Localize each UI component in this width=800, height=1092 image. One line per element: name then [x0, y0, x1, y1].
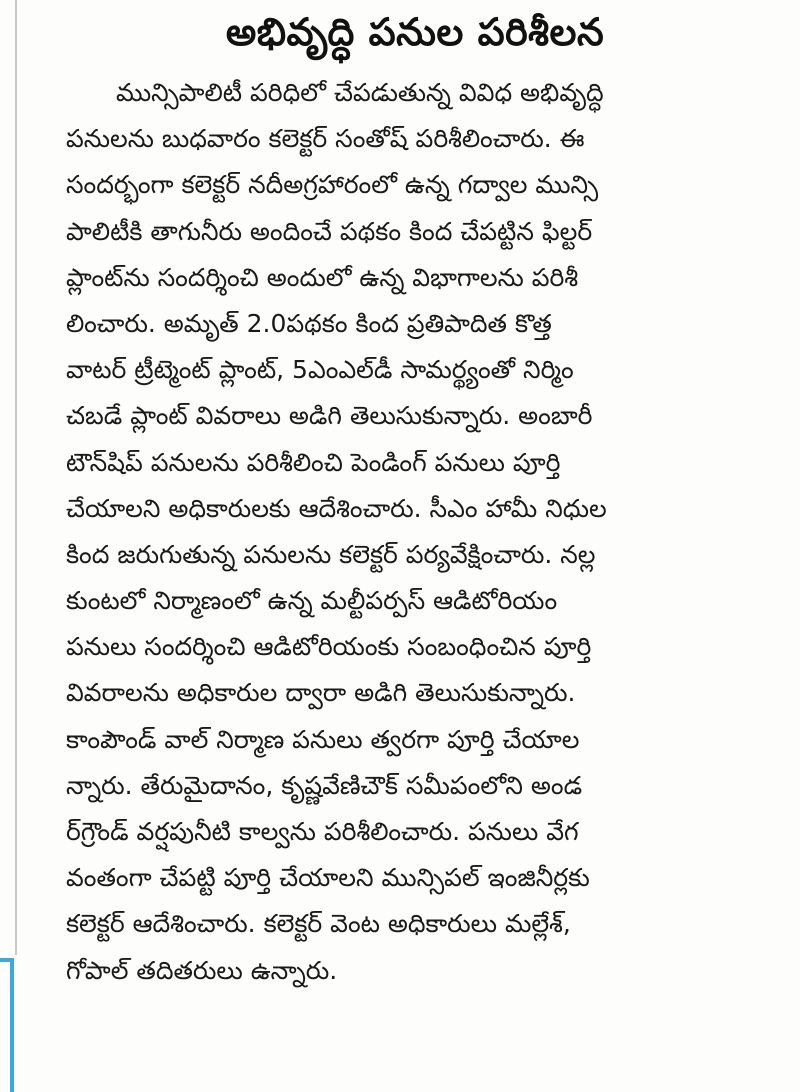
article-line: గోపాల్ తదితరులు ఉన్నారు. — [66, 955, 338, 985]
article-line: పాలిటీకి తాగునీరు అందించే పథకం కింద చేపట్టిన ఫిల్టర్ — [66, 216, 593, 246]
article-line: చేయాలని అధికారులకు ఆదేశించారు. సీఎం హామీ నిధుల — [66, 493, 607, 523]
article-line: వంతంగా చేపట్టి పూర్తి చేయాలని మున్సిపల్ ఇంజినీర్లకు — [66, 863, 590, 893]
article-line: కుంటలో నిర్మాణంలో ఉన్న మల్టీపర్పస్ ఆడిటోరియం — [66, 586, 558, 616]
adjacent-box-border — [0, 958, 14, 1092]
article-line: కాంపౌండ్ వాల్ నిర్మాణ పనులు త్వరగా పూర్తి చేయాల — [66, 724, 580, 754]
article-line: కలెక్టర్ ఆదేశించారు. కలెక్టర్ వెంట అధికారులు మల్లేశ్, — [66, 909, 571, 939]
article-line: ప్లాంట్‌ను సందర్శించి అందులో ఉన్న విభాగాలను పరిశీ — [66, 262, 579, 292]
article-line: ర్‌గ్రౌండ్ వర్షపునీటి కాల్వను పరిశీలించారు. పనులు వేగ — [66, 817, 579, 846]
article-line: పనులను బుధవారం కలెక్టర్ సంతోష్ పరిశీలించారు. ఈ — [66, 124, 585, 154]
article-body — [66, 70, 766, 994]
article-headline: అభివృద్ధి పనుల పరిశీలన — [225, 10, 605, 54]
article-line: సందర్భంగా కలెక్టర్ నదీఅగ్రహారంలో ఉన్న గద్వాల మున్సి — [66, 170, 599, 200]
article-line: కింద జరుగుతున్న పనులను కలెక్టర్ పర్యవేక్షించారు. నల్ల — [66, 539, 596, 569]
column-divider — [15, 0, 17, 955]
article-line: లించారు. అమృత్ 2.0పథకం కింద ప్రతిపాదిత కొత్త — [66, 308, 552, 338]
article-line: చబడే ప్లాంట్ వివరాలు అడిగి తెలుసుకున్నారు. అంబారీ — [66, 401, 593, 431]
article-line: మున్సిపాలిటీ పరిధిలో చేపడుతున్న వివిధ అభివృద్ధి — [116, 78, 604, 107]
article-line: న్నారు. తేరుమైదానం, కృష్ణవేణిచౌక్ సమీపంలోని అండ — [66, 770, 583, 800]
next-article-headline-cropped — [150, 1072, 750, 1092]
article-line: పనులు సందర్శించి ఆడిటోరియంకు సంబంధించిన పూర్తి — [66, 632, 592, 662]
article-line: వాటర్ ట్రీట్మెంట్ ప్లాంట్, 5ఎంఎల్‌డీ సామర్థ్యంతో నిర్మిం — [66, 355, 574, 385]
article-line: టౌన్‌షిప్ పనులను పరిశీలించి పెండింగ్ పనులు పూర్తి — [66, 447, 561, 477]
article-line: వివరాలను అధికారుల ద్వారా అడిగి తెలుసుకున్నారు. — [66, 678, 576, 708]
